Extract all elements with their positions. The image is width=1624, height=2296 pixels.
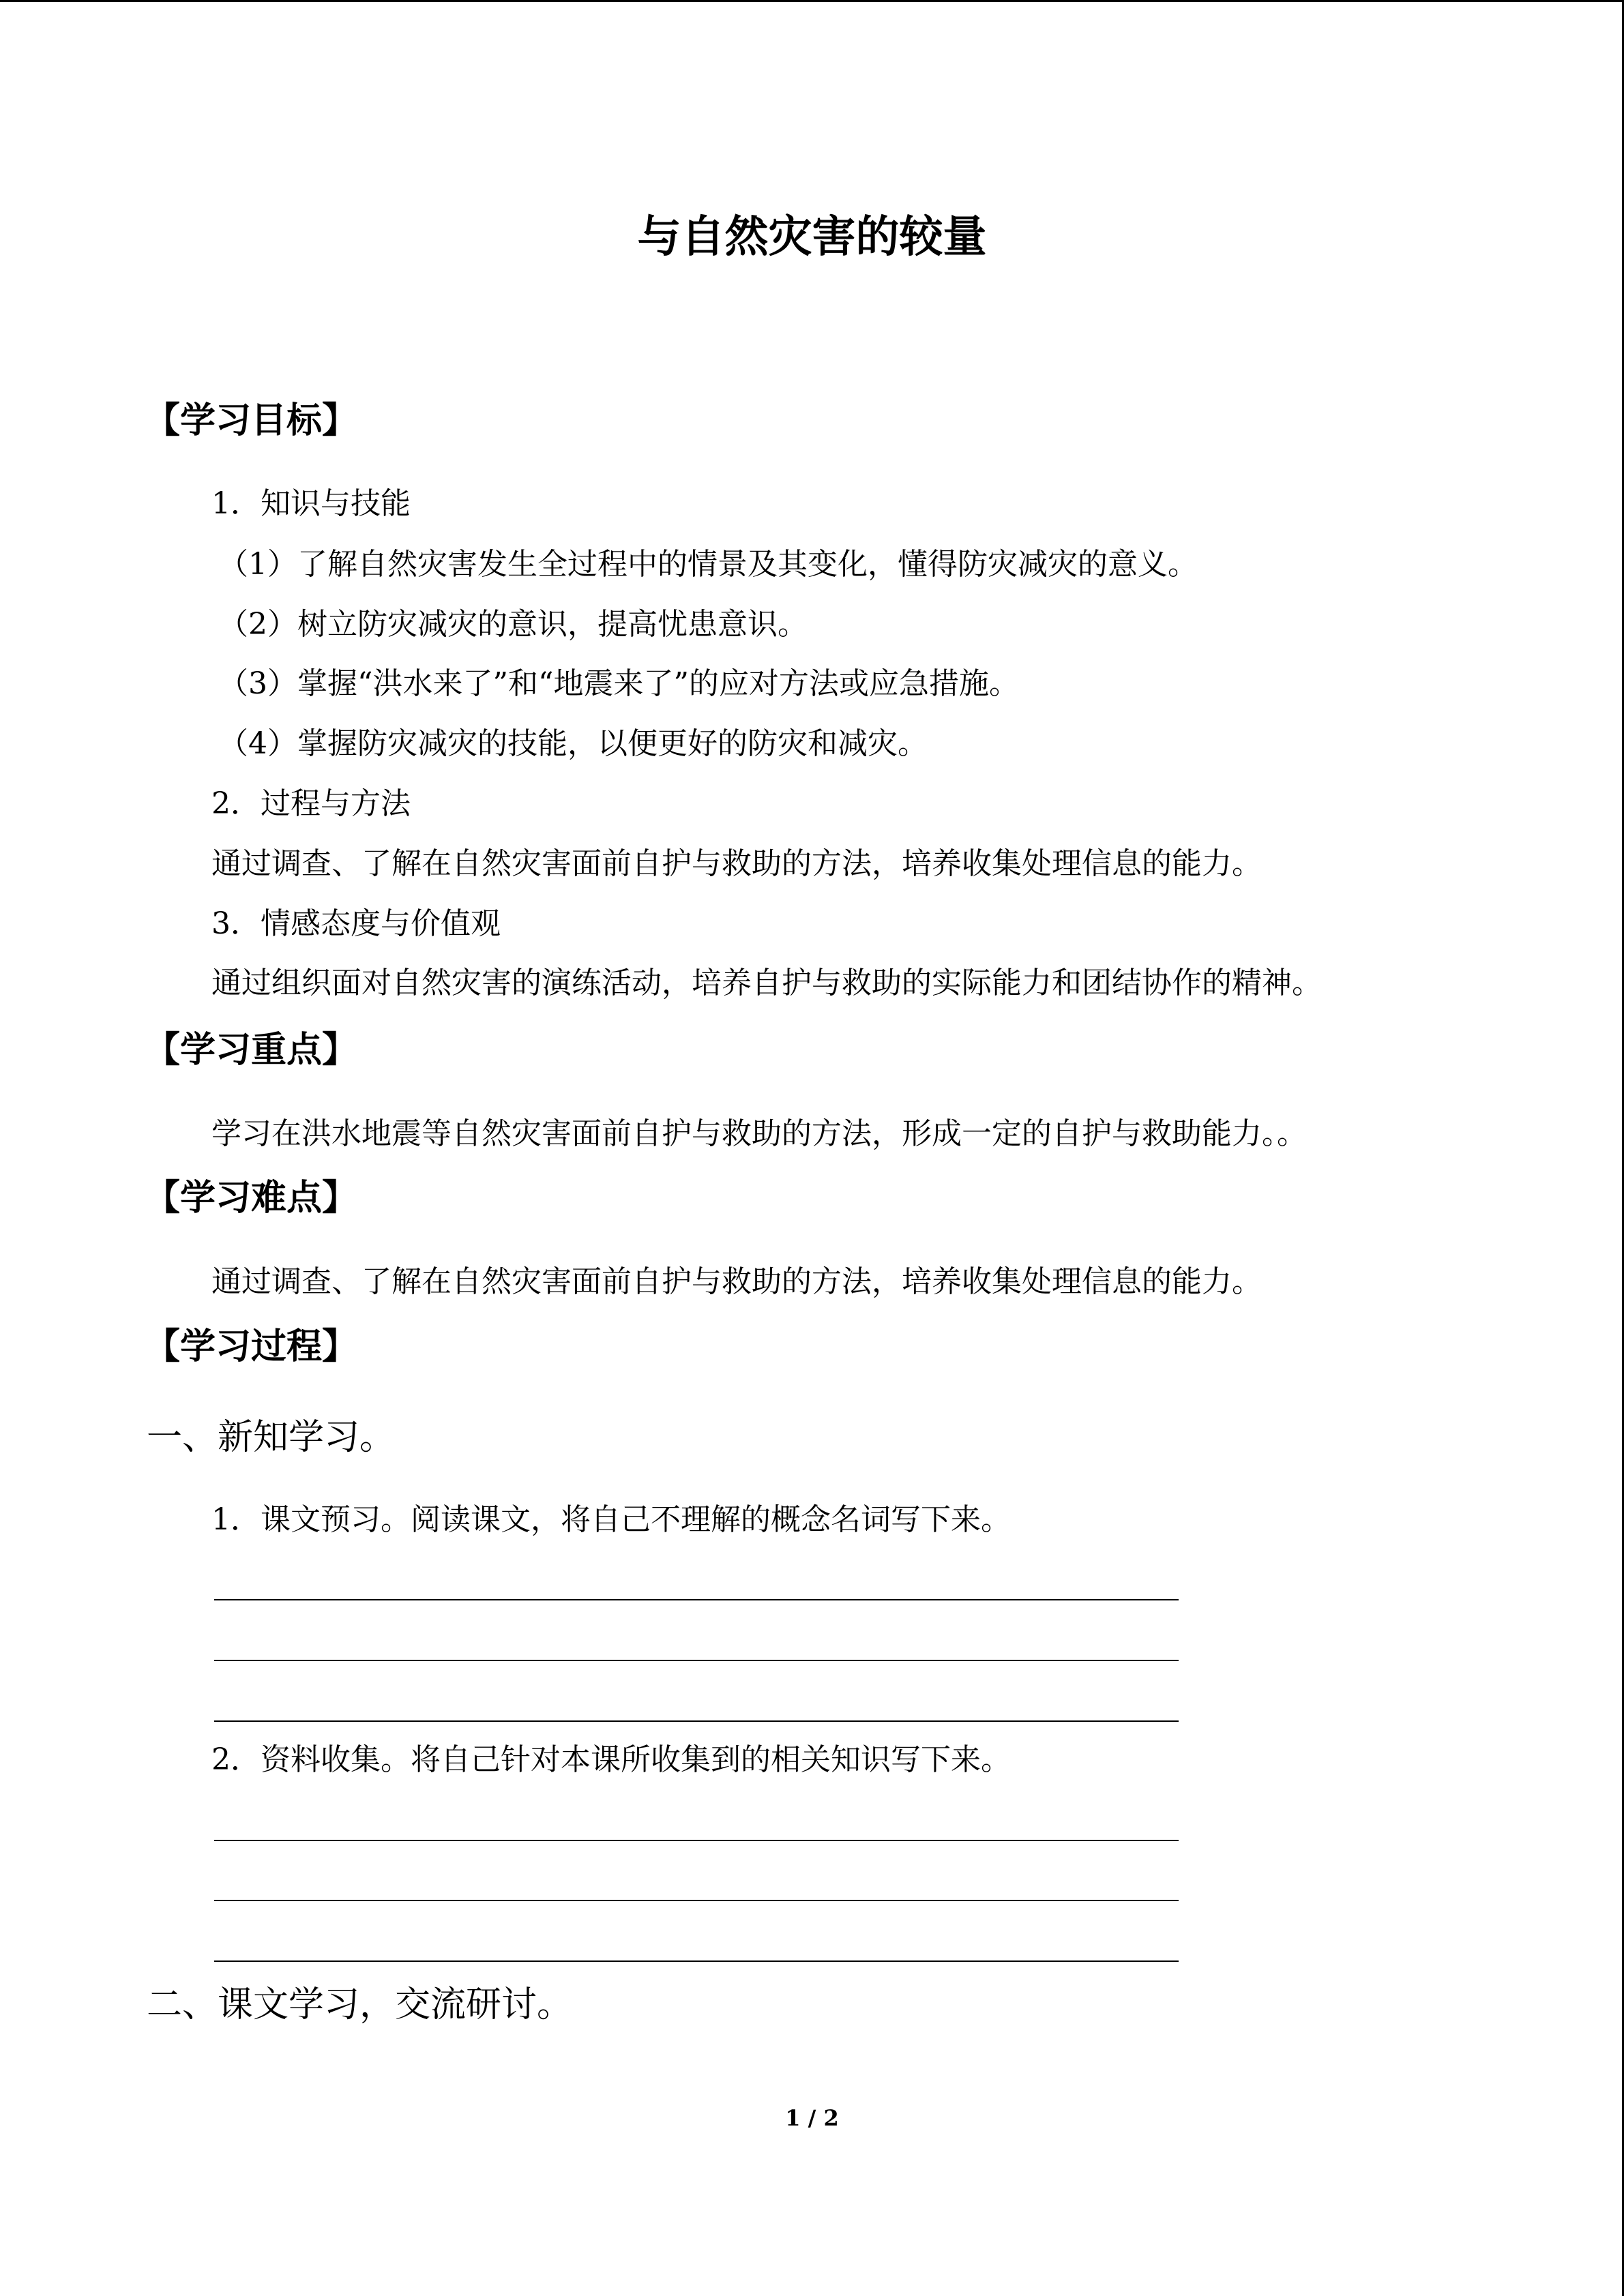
- objective-item2-heading: 2．过程与方法: [211, 786, 411, 821]
- answer-line-4[interactable]: [214, 1840, 1179, 1841]
- page-number: 1 / 2: [785, 2105, 839, 2131]
- objective-point-4: （4）掌握防灾减灾的技能，以便更好的防灾和减灾。: [218, 726, 928, 761]
- part1-heading: 一、新知学习。: [147, 1417, 396, 1458]
- answer-line-1[interactable]: [214, 1599, 1179, 1600]
- process-heading: 【学习过程】: [145, 1326, 358, 1367]
- part2-heading: 二、课文学习，交流研讨。: [147, 1984, 573, 2025]
- objective-point-1: （1）了解自然灾害发生全过程中的情景及其变化，懂得防灾减灾的意义。: [218, 547, 1198, 582]
- objective-point-2: （2）树立防灾减灾的意识，提高忧患意识。: [218, 607, 808, 642]
- difficulties-text: 通过调查、了解在自然灾害面前自护与救助的方法，培养收集处理信息的能力。: [211, 1264, 1262, 1299]
- difficulties-heading: 【学习难点】: [145, 1177, 358, 1219]
- part1-task1: 1．课文预习。阅读课文，将自己不理解的概念名词写下来。: [211, 1502, 1011, 1537]
- answer-line-2[interactable]: [214, 1660, 1179, 1661]
- objective-item2-text: 通过调查、了解在自然灾害面前自护与救助的方法，培养收集处理信息的能力。: [211, 846, 1262, 881]
- answer-line-3[interactable]: [214, 1720, 1179, 1722]
- objective-item3-text: 通过组织面对自然灾害的演练活动，培养自护与救助的实际能力和团结协作的精神。: [211, 966, 1322, 1000]
- answer-line-5[interactable]: [214, 1900, 1179, 1901]
- document-title: 与自然灾害的较量: [637, 211, 987, 263]
- answer-line-6[interactable]: [214, 1960, 1179, 1962]
- objective-item1-heading: 1．知识与技能: [211, 486, 411, 521]
- key-points-heading: 【学习重点】: [145, 1029, 358, 1071]
- key-points-text: 学习在洪水地震等自然灾害面前自护与救助的方法，形成一定的自护与救助能力。。: [211, 1116, 1307, 1151]
- part1-task2: 2．资料收集。将自己针对本课所收集到的相关知识写下来。: [211, 1742, 1011, 1777]
- objectives-heading: 【学习目标】: [145, 400, 358, 441]
- objective-item3-heading: 3．情感态度与价值观: [211, 906, 501, 941]
- objective-point-3: （3）掌握“洪水来了”和“地震来了”的应对方法或应急措施。: [218, 666, 1019, 701]
